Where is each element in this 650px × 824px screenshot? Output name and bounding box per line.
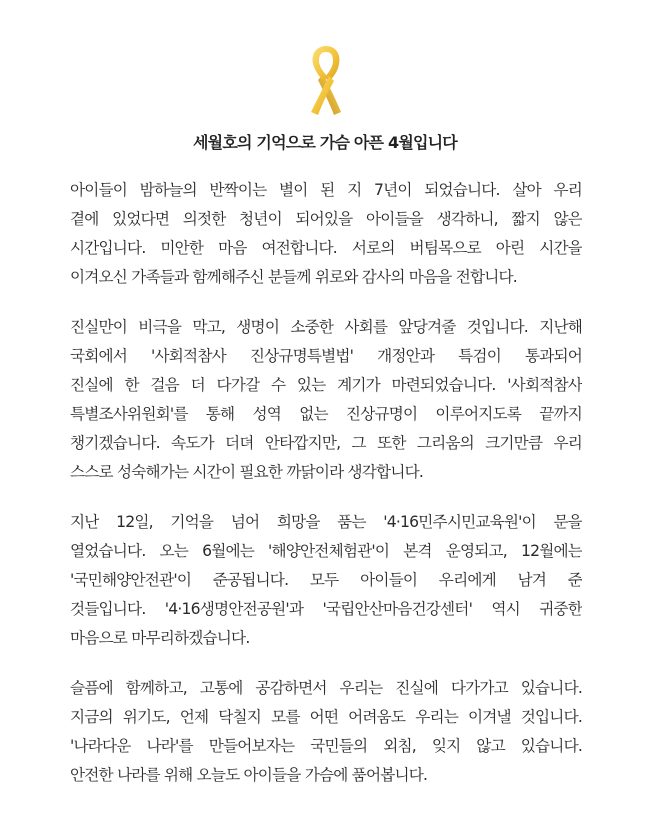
paragraph-line: 진실에 한 걸음 더 다가갈 수 있는 계기가 마련되었습니다. '사회적참사 <box>70 376 582 394</box>
paragraph-line: 슬픔에 함께하고, 고통에 공감하면서 우리는 진실에 다가가고 있습니다. <box>70 679 582 697</box>
paragraph-line: 마음으로 마무리하겠습니다. <box>70 629 250 647</box>
paragraph-line: 챙기겠습니다. 속도가 더뎌 안타깝지만, 그 또한 그리움의 크기만큼 우리 <box>70 434 582 452</box>
paragraph-line: 스스로 성숙해가는 시간이 필요한 까닭이라 생각합니다. <box>70 463 424 481</box>
paragraph-2 <box>70 313 582 487</box>
paragraph-line: 안전한 나라를 위해 오늘도 아이들을 가슴에 품어봅니다. <box>70 766 428 784</box>
paragraph-line: 것들입니다. '4·16생명안전공원'과 '국립안산마음건강센터' 역시 귀중한 <box>70 600 582 618</box>
paragraph-line: 아이들이 밤하늘의 반짝이는 별이 된 지 7년이 되었습니다. 살아 우리 <box>70 181 582 199</box>
paragraph-line: 진실만이 비극을 막고, 생명이 소중한 사회를 앞당겨줄 것입니다. 지난해 <box>70 318 582 336</box>
paragraph-line: 지난 12일, 기억을 넘어 희망을 품는 '4·16민주시민교육원'이 문을 <box>70 513 582 531</box>
paragraph-line: 특별조사위원회'를 통해 성역 없는 진상규명이 이루어지도록 끝까지 <box>70 405 582 423</box>
letter-body <box>70 176 582 811</box>
paragraph-line: 이겨오신 가족들과 함께해주신 분들께 위로와 감사의 마음을 전합니다. <box>70 268 517 286</box>
paragraph-line: 시간입니다. 미안한 마음 여전합니다. 서로의 버팀목으로 아린 시간을 <box>70 239 582 257</box>
paragraph-1 <box>70 176 582 292</box>
paragraph-3 <box>70 508 582 653</box>
paragraph-line: 국회에서 '사회적참사 진상규명특별법' 개정안과 특검이 통과되어 <box>70 347 582 365</box>
paragraph-line: 열었습니다. 오는 6월에는 '해양안전체험관'이 본격 운영되고, 12월에는 <box>70 542 582 560</box>
paragraph-4 <box>70 674 582 790</box>
paragraph-line: 지금의 위기도, 언제 닥칠지 모를 어떤 어려움도 우리는 이겨낼 것입니다. <box>70 708 582 726</box>
paragraph-line: '나라다운 나라'를 만들어보자는 국민들의 외침, 잊지 않고 있습니다. <box>70 737 582 755</box>
yellow-ribbon-icon <box>305 44 347 116</box>
page-title: 세월호의 기억으로 가슴 아픈 4월입니다 <box>193 133 457 152</box>
paragraph-line: '국민해양안전관'이 준공됩니다. 모두 아이들이 우리에게 남겨 준 <box>70 571 582 589</box>
paragraph-line: 곁에 있었다면 의젓한 청년이 되어있을 아이들을 생각하니, 짧지 않은 <box>70 210 582 228</box>
